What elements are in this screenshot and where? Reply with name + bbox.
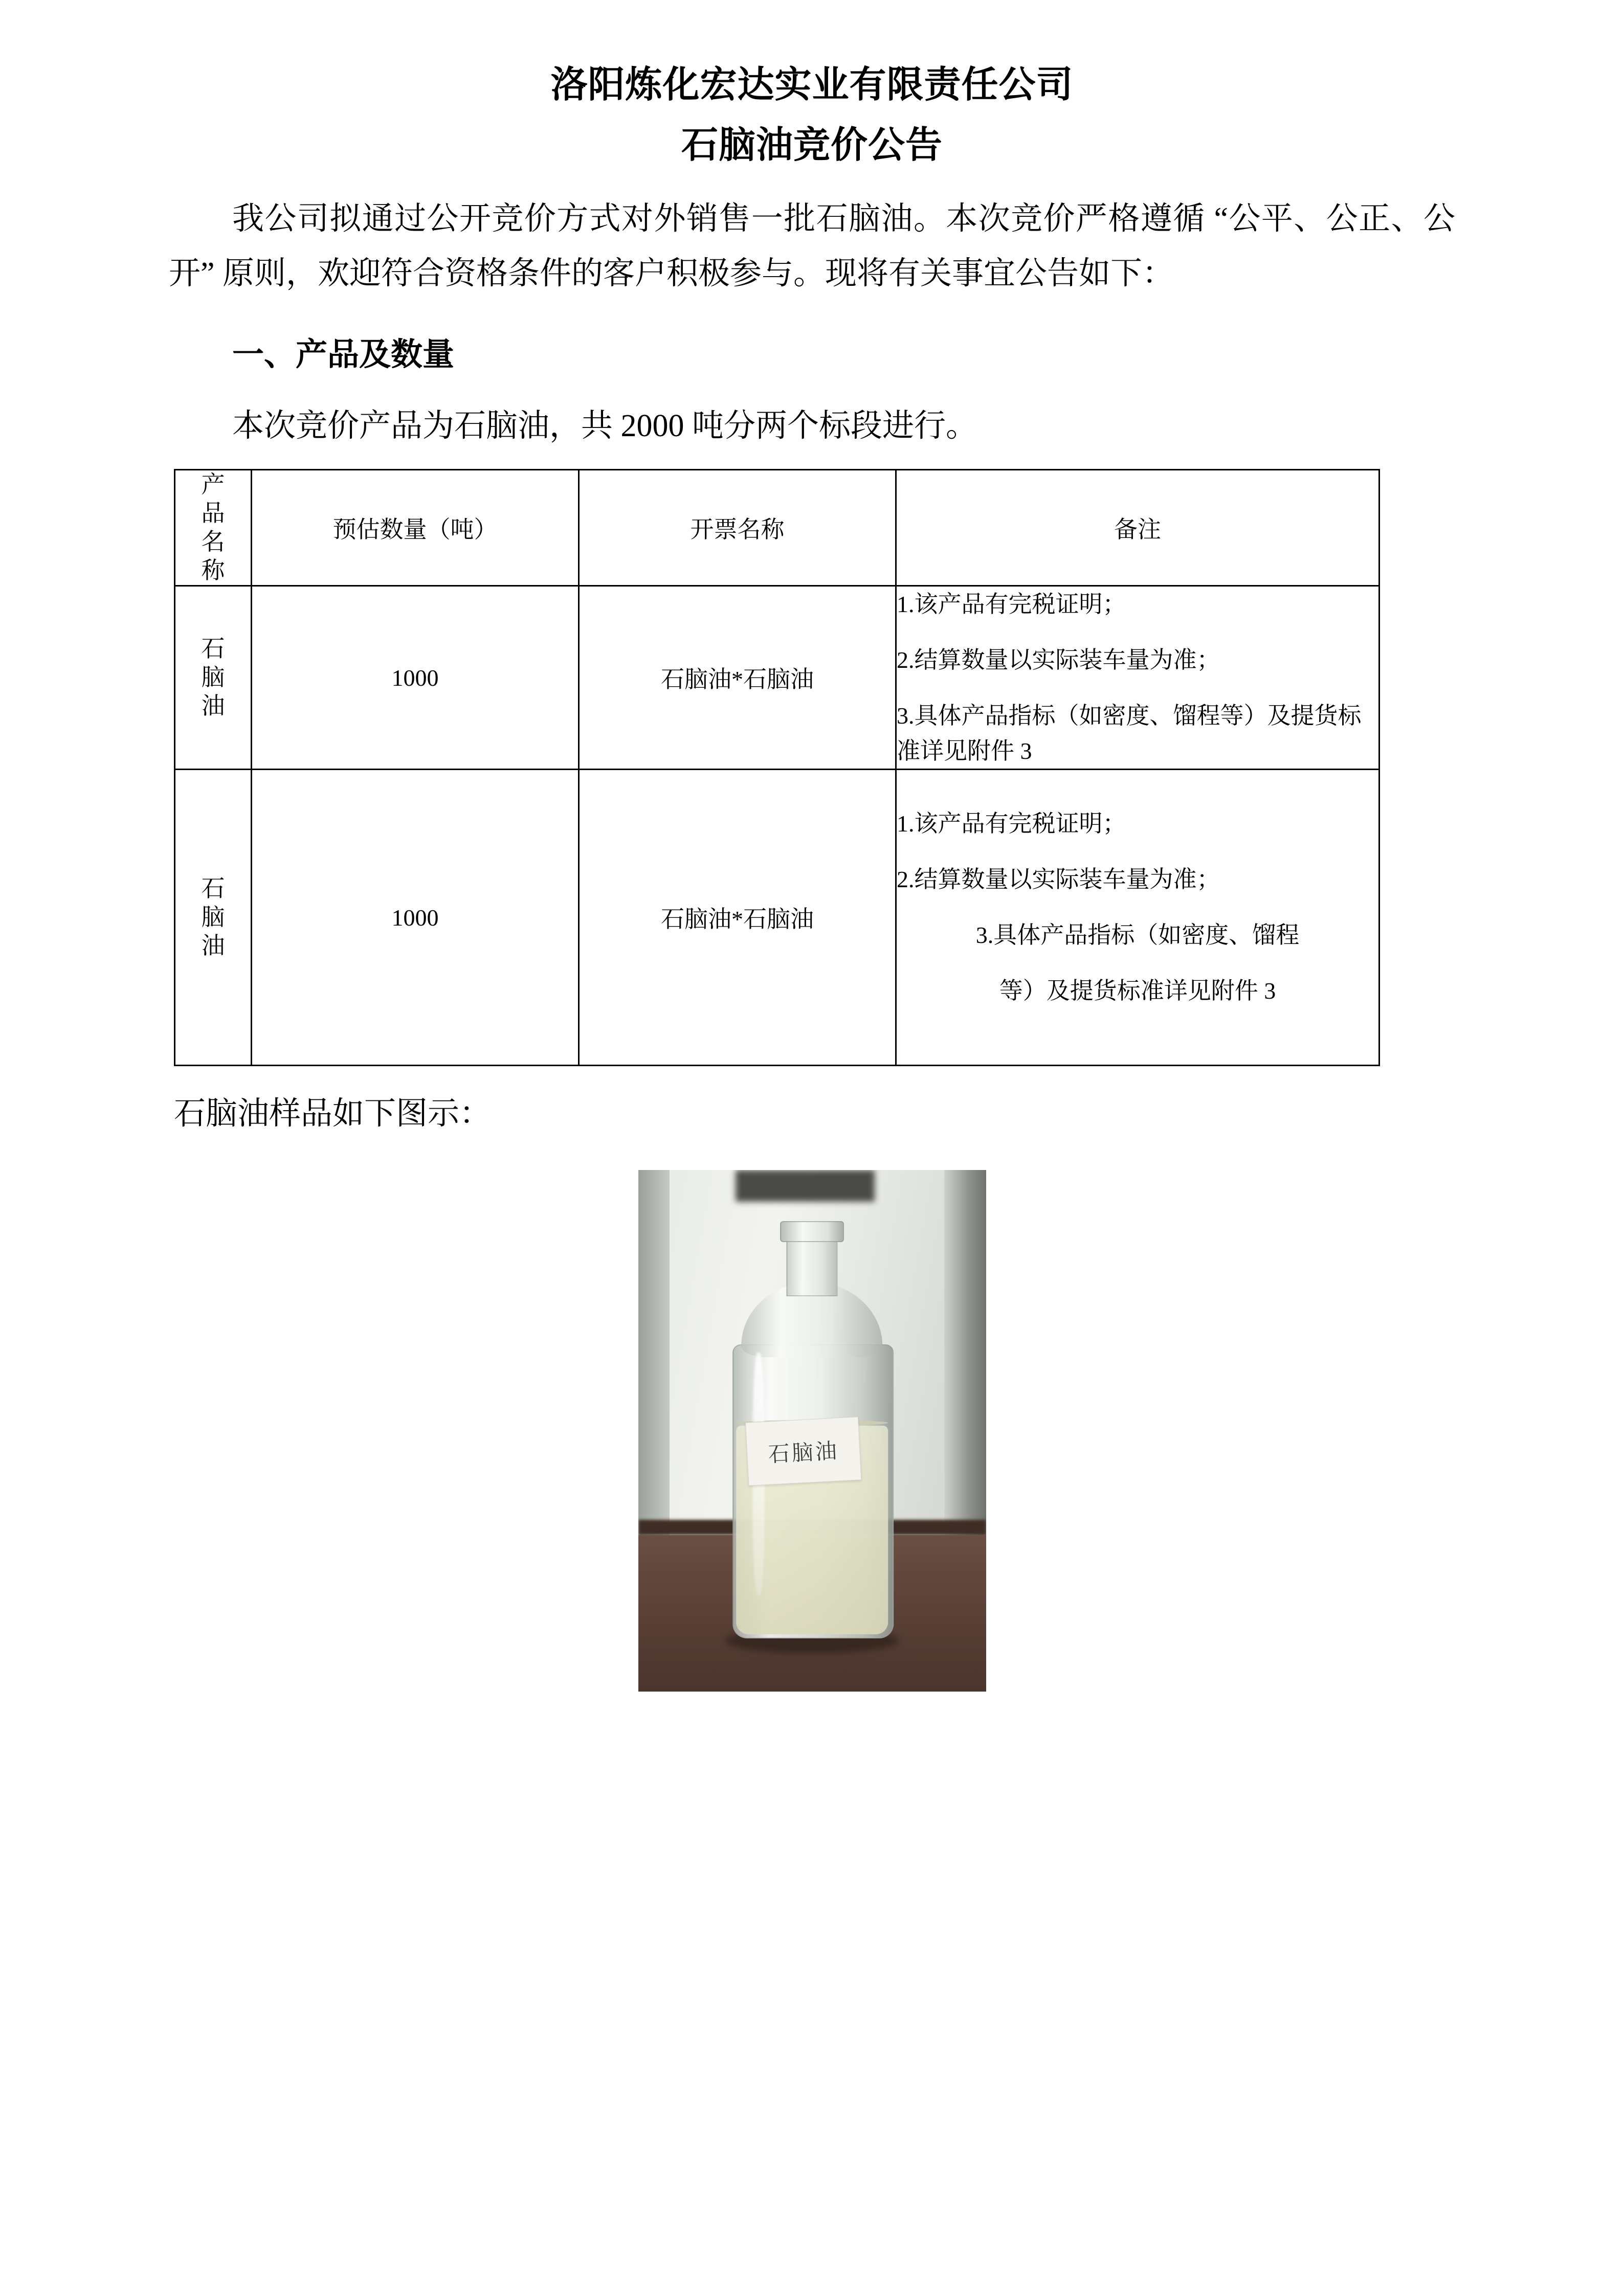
cell-product-name-char-3: 油: [201, 693, 225, 719]
naphtha-bottle: [722, 1228, 903, 1645]
cell-remark: [896, 586, 1380, 770]
cell-product-name: [175, 770, 252, 1066]
bottle-label-text: 石脑油: [767, 1439, 840, 1467]
cell-product-name-char-2: 脑: [201, 664, 225, 691]
section-1-paragraph: 本次竞价产品为石脑油，共 2000 吨分两个标段进行。: [232, 408, 978, 443]
photo-right-edge: [944, 1170, 986, 1577]
title-line-2: 石脑油竞价公告: [681, 124, 943, 166]
cell-product-name: [175, 586, 252, 770]
remark-note: 2.结算数量以实际装车量为准；: [897, 647, 1220, 673]
remark-note: 3.具体产品指标（如密度、馏程: [975, 922, 1300, 949]
cell-product-name-char-3: 油: [201, 933, 225, 959]
header-remark: 备注: [896, 469, 1380, 586]
header-product-name-char-4: 称: [201, 557, 225, 584]
header-quantity: 预估数量（吨）: [252, 469, 579, 586]
title-line-1: 洛阳炼化宏达实业有限责任公司: [550, 64, 1074, 105]
cell-product-name-char-2: 脑: [201, 904, 225, 931]
photo-left-shadow: [638, 1170, 670, 1556]
section-heading-1: 一、产品及数量: [232, 337, 455, 373]
bottle-lip: [780, 1221, 843, 1242]
header-product-name-char-1: 产: [201, 471, 225, 498]
bottle-label: [745, 1416, 861, 1486]
intro-paragraph: 我公司拟通过公开竞价方式对外销售一批石脑油。本次竞价严格遵循 “公平、公正、公开” 原则，欢迎符合资格条件的客户积极参与。现将有关事宜公告如下：: [169, 201, 1455, 291]
remark-note: 1.该产品有完税证明；: [897, 811, 1126, 837]
header-product-name: [175, 469, 252, 586]
cell-product-name-char-1: 石: [201, 875, 225, 902]
table-row: [175, 770, 1380, 1066]
photo-top-shadow: [736, 1170, 875, 1201]
photo-background: [638, 1170, 986, 1692]
remark-note: 等）及提货标准详见附件 3: [999, 978, 1276, 1004]
remark-note: 2.结算数量以实际装车量为准；: [897, 866, 1220, 893]
table-header-row: [175, 469, 1380, 586]
sample-photo: [638, 1170, 986, 1692]
remark-note: 1.该产品有完税证明；: [897, 591, 1126, 618]
header-product-name-char-3: 名: [201, 529, 225, 555]
cell-quantity: 1000: [252, 770, 579, 1066]
remark-note: 3.具体产品指标（如密度、馏程等）及提货标准详见附件 3: [897, 703, 1362, 764]
table-row: [175, 586, 1380, 770]
cell-remark: [896, 770, 1380, 1066]
cell-invoice-name: 石脑油*石脑油: [579, 586, 896, 770]
product-table: [174, 469, 1380, 1066]
cell-quantity: 1000: [252, 586, 579, 770]
cell-product-name-char-1: 石: [201, 636, 225, 662]
header-product-name-char-2: 品: [201, 500, 225, 526]
header-invoice-name: 开票名称: [579, 469, 896, 586]
figure-caption: 石脑油样品如下图示：: [174, 1096, 492, 1132]
page-title: [169, 61, 1455, 169]
cell-invoice-name: 石脑油*石脑油: [579, 770, 896, 1066]
